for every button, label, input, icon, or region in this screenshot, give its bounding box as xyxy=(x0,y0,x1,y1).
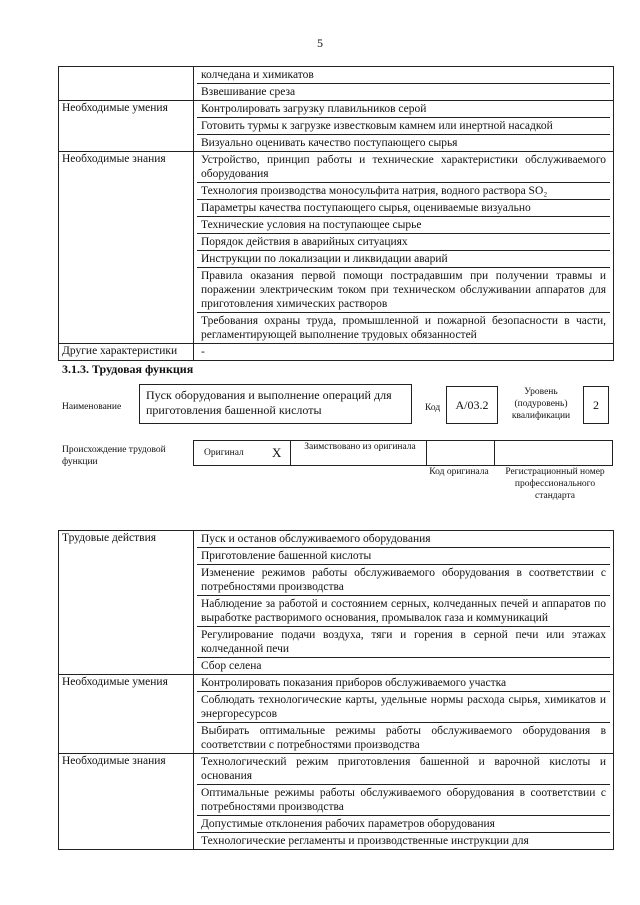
table-row xyxy=(59,675,614,754)
list-item: Выбирать оптимальные режимы работы обслуживаемого оборудования в соответствии с потребностями производства xyxy=(201,725,606,751)
borrowed-label: Заимствовано из оригинала xyxy=(304,442,416,452)
list-item: Требования охраны труда, промышленной и пожарной безопасности в части, регламентирующей выполнение трудовых обязанностей xyxy=(201,315,606,341)
list-item: Параметры качества поступающего сырья, оцениваемые визуально xyxy=(197,200,610,217)
level-label: Уровень (подуровень) квалификации xyxy=(511,387,571,421)
row-content xyxy=(194,101,614,152)
table-row xyxy=(59,344,614,361)
table-row xyxy=(59,101,614,152)
row-label: Необходимые умения xyxy=(59,675,194,754)
divider xyxy=(290,441,291,465)
list-item: Контролировать загрузку плавильников серой xyxy=(197,101,610,118)
row-label: Необходимые знания xyxy=(59,754,194,850)
list-item: Порядок действия в аварийных ситуациях xyxy=(197,234,610,251)
row-label: Необходимые умения xyxy=(59,101,194,152)
list-item: Технологический режим приготовления башенной и варочной кислоты и основания xyxy=(197,754,610,785)
list-item: Инструкции по локализации и ликвидации аварий xyxy=(197,251,610,268)
row-content xyxy=(194,344,614,361)
divider xyxy=(426,441,427,465)
level-value: 2 xyxy=(583,386,609,424)
table-row xyxy=(59,531,614,675)
section-title: 3.1.3. Трудовая функция xyxy=(62,362,194,376)
code-caption: Код оригинала xyxy=(429,467,489,477)
row-content xyxy=(194,152,614,344)
list-item: Технические условия на поступающее сырье xyxy=(197,217,610,234)
row-content xyxy=(194,67,614,101)
row-content xyxy=(194,531,614,675)
list-item: Устройство, принцип работы и технические характеристики обслуживаемого оборудования xyxy=(197,152,610,183)
origin-box xyxy=(193,440,613,466)
competency-table-1 xyxy=(58,66,614,361)
list-item: Соблюдать технологические карты, удельные нормы расхода сырья, химикатов и энергоресурсов xyxy=(197,692,610,723)
row-label: Другие характеристики xyxy=(59,344,194,361)
list-item: Контролировать показания приборов обслуживаемого участка xyxy=(197,675,610,692)
list-item: Сбор селена xyxy=(201,660,262,672)
list-item: Визуально оценивать качество поступающего сырья xyxy=(201,137,458,149)
list-item: Технологические регламенты и производственные инструкции для xyxy=(201,835,529,847)
list-item: Приготовление башенной кислоты xyxy=(197,548,610,565)
list-item: Технология производства моносульфита натрия, водного раствора SO₂ xyxy=(197,183,610,200)
list-item: Наблюдение за работой и состоянием серных, колчеданных печей и аппаратов по выработке растворимого основания, промывалок газа и коммуникаций xyxy=(197,596,610,627)
list-item: Изменение режимов работы обслуживаемого оборудования в соответствии с потребностями производства xyxy=(197,565,610,596)
code-label: Код xyxy=(425,403,441,413)
row-label: Необходимые знания xyxy=(59,152,194,344)
page-number: 5 xyxy=(317,36,323,50)
row-content xyxy=(194,754,614,850)
original-label: Оригинал xyxy=(204,448,244,458)
list-item: Пуск и останов обслуживаемого оборудования xyxy=(197,531,610,548)
name-label: Наименование xyxy=(62,402,122,412)
divider xyxy=(494,441,495,465)
list-item: - xyxy=(201,346,205,358)
competency-table-2 xyxy=(58,530,614,850)
origin-label: Происхождение трудовой функции xyxy=(62,445,166,467)
row-label xyxy=(59,67,194,101)
original-mark: X xyxy=(272,445,282,460)
reg-caption: Регистрационный номер профессионального стандарта xyxy=(505,467,605,501)
list-item: Регулирование подачи воздуха, тяги и горения в серной печи или этажах колчеданной печи xyxy=(197,627,610,658)
list-item: Оптимальные режимы работы обслуживаемого оборудования в соответствии с потребностями производства xyxy=(197,785,610,816)
table-row xyxy=(59,152,614,344)
table-row xyxy=(59,67,614,101)
list-item: Готовить турмы к загрузке известковым камнем или инертной насадкой xyxy=(197,118,610,135)
row-content xyxy=(194,675,614,754)
list-item: колчедана и химикатов xyxy=(197,67,610,84)
code-value: А/03.2 xyxy=(446,386,498,424)
function-name-box: Пуск оборудования и выполнение операций для приготовления башенной кислоты xyxy=(139,384,412,424)
row-label: Трудовые действия xyxy=(59,531,194,675)
list-item: Правила оказания первой помощи пострадавшим при получении травмы и поражении электрическим током при техническом обслуживании аппаратов для приготовления химических растворов xyxy=(197,268,610,313)
table-row xyxy=(59,754,614,850)
list-item: Допустимые отклонения рабочих параметров оборудования xyxy=(197,816,610,833)
list-item: Взвешивание среза xyxy=(201,86,296,98)
